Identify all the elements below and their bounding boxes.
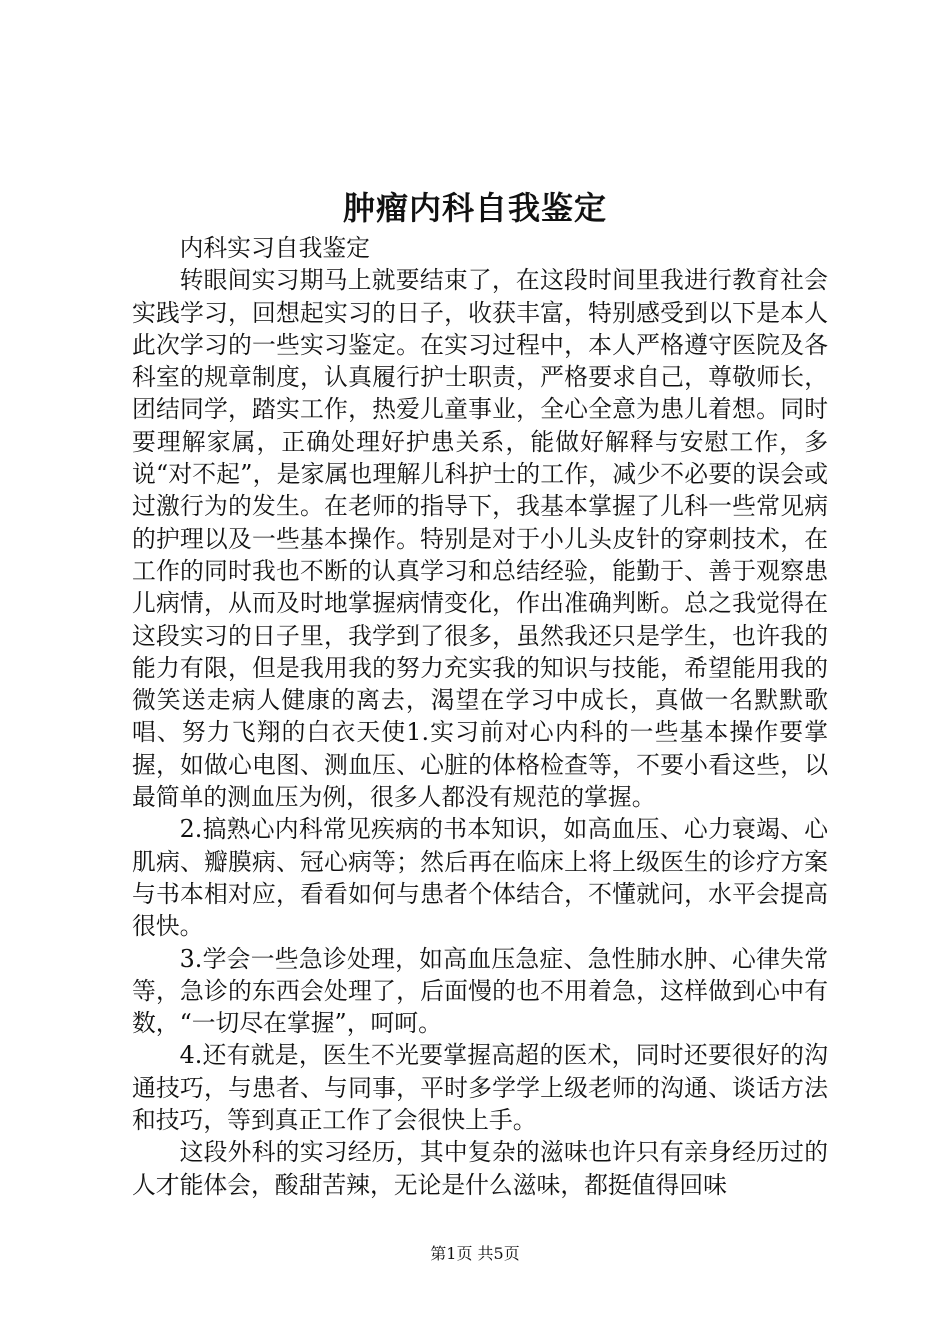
- document-body: [132, 232, 828, 1201]
- paragraph-point-4: 4.还有就是，医生不光要掌握高超的医术，同时还要很好的沟通技巧，与患者、与同事，平时多学学上级老师的沟通、谈话方法和技巧，等到真正工作了会很快上手。: [132, 1041, 828, 1135]
- paragraph-point-3: 3.学会一些急诊处理，如高血压急症、急性肺水肿、心律失常等，急诊的东西会处理了，后面慢的也不用着急，这样做到心中有数，“一切尽在掌握”，呵呵。: [132, 944, 828, 1038]
- paragraph-closing: 这段外科的实习经历，其中复杂的滋味也许只有亲身经历过的人才能体会，酸甜苦辣，无论是什么滋味，都挺值得回味: [132, 1138, 828, 1199]
- paragraph-subtitle: 内科实习自我鉴定: [179, 234, 370, 262]
- document-title: 肿瘤内科自我鉴定: [342, 189, 607, 227]
- paragraph-point-2: 2.搞熟心内科常见疾病的书本知识，如高血压、心力衰竭、心肌病、瓣膜病、冠心病等；然后再在临床上将上级医生的诊疗方案与书本相对应，看看如何与患者个体结合，不懂就问，水平会提高很快。: [132, 815, 828, 941]
- paragraph-main: 转眼间实习期马上就要结束了，在这段时间里我进行教育社会实践学习，回想起实习的日子，收获丰富，特别感受到以下是本人此次学习的一些实习鉴定。在实习过程中，本人严格遵守医院及各科室的规章制度，认真履行护士职责，严格要求自己，尊敬师长，团结同学，踏实工作，热爱儿童事业，全心全意为患儿着想。同时要理解家属，正确处理好护患关系，能做好解释与安慰工作，多说“对不起”，是家属也理解儿科护士的工作，减少不必要的误会或过激行为的发生。在老师的指导下，我基本掌握了儿科一些常见病的护理以及一些基本操作。特别是对于小儿头皮针的穿刺技术，在工作的同时我也不断的认真学习和总结经验，能勤于、善于观察患儿病情，从而及时地掌握病情变化，作出准确判断。总之我觉得在这段实习的日子里，我学到了很多，虽然我还只是学生，也许我的能力有限，但是我用我的努力充实我的知识与技能，希望能用我的微笑送走病人健康的离去，渴望在学习中成长，真做一名默默歌唱、努力飞翔的白衣天使1.实习前对心内科的一些基本操作要掌握，如做心电图、测血压、心脏的体格检查等，不要小看这些，以最简单的测血压为例，很多人都没有规范的掌握。: [132, 266, 828, 812]
- page-number-footer: 第1页 共5页: [430, 1244, 520, 1263]
